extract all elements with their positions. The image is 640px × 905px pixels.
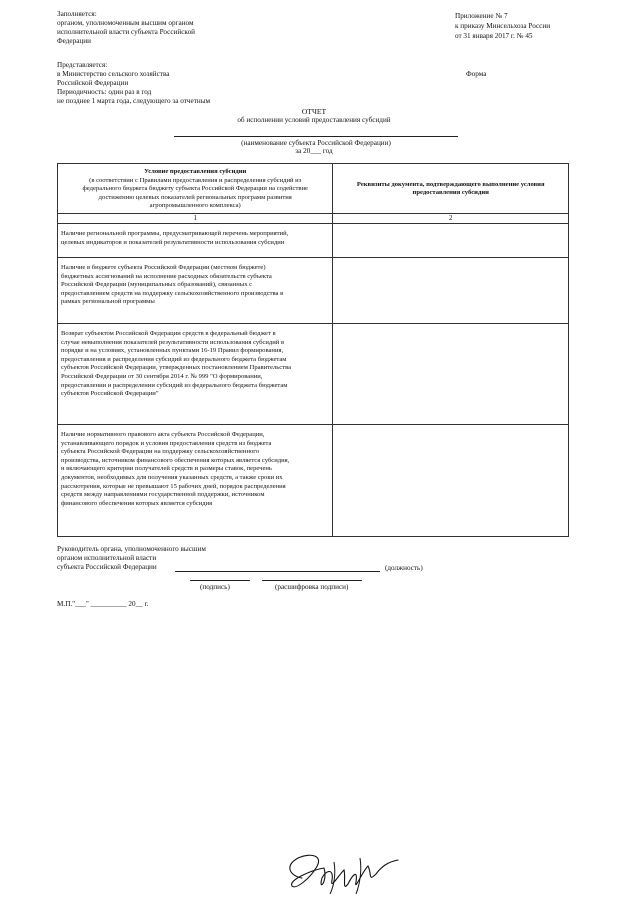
subject-name-line xyxy=(174,136,458,137)
table-row xyxy=(58,223,569,257)
condition-line: финансового обеспечения которых является субсидия xyxy=(61,499,213,507)
condition-line: Российской Федерации от 30 сентября 2014 г. № 999 "О формировании, xyxy=(61,372,263,380)
report-title: ОТЧЕТ xyxy=(301,107,327,116)
table-header-row xyxy=(58,164,569,214)
condition-line: устанавливающего порядок и условия предоставления средств из бюджета xyxy=(61,439,272,447)
signature-caption: (подпись) xyxy=(200,583,230,591)
condition-line: производства, источником финансового обеспечения которых является субсидия, xyxy=(61,456,290,464)
condition-line: субъектов Российской Федерации" xyxy=(61,390,159,398)
subject-name-caption: (наименование субъекта Российской Федерации) xyxy=(241,139,391,147)
submit-line: Периодичность: один раз в год xyxy=(57,88,152,96)
document-cell[interactable] xyxy=(333,257,569,323)
column-number-row xyxy=(58,213,569,223)
condition-line: рассмотрения, которые не превышают 15 рабочих дней, порядок распределения xyxy=(61,482,286,490)
form-label: Форма xyxy=(466,70,487,78)
fill-by-line: Федерации xyxy=(57,37,91,45)
handwritten-signature xyxy=(272,848,402,898)
condition-line: Наличие региональной программы, предусматривающей перечень мероприятий, xyxy=(61,229,289,237)
condition-cell xyxy=(58,424,333,536)
condition-cell xyxy=(58,257,333,323)
column-number: 1 xyxy=(58,213,333,223)
col1-header-note: агропромышленного комплекса) xyxy=(149,202,241,210)
fill-by-line: органом, уполномоченным высшим органом xyxy=(57,19,194,27)
condition-line: субъекта Российской Федерации на поддержку сельскохозяйственного xyxy=(61,448,260,456)
condition-cell xyxy=(58,223,333,257)
condition-line: целевых индикаторов и показателей результативности использования субсидии xyxy=(61,238,285,246)
condition-line: Наличие в бюджете субъекта Российской Федерации (местном бюджете) xyxy=(61,263,266,271)
condition-line: предоставлении и распределении субсидий из федерального бюджета бюджетам xyxy=(61,381,288,389)
submit-line: в Министерство сельского хозяйства xyxy=(57,70,170,78)
document-cell[interactable] xyxy=(333,223,569,257)
col1-header-note: федерального бюджета бюджету субъекта Российской Федерации на содействие xyxy=(82,185,308,193)
position-line[interactable] xyxy=(175,571,380,572)
submit-line: Представляется: xyxy=(57,61,108,69)
submit-line: Российской Федерации xyxy=(57,79,129,87)
condition-line: порядке и на условиях, установленных пунктами 16-19 Правил формирования, xyxy=(61,347,284,355)
condition-line: средств между направлениями государственной поддержки, источником xyxy=(61,491,265,499)
report-subtitle: об исполнении условий предоставления субсидий xyxy=(237,116,391,124)
col2-header xyxy=(333,164,569,214)
condition-line: предоставлением средств на поддержку сельскохозяйственного производства в xyxy=(61,289,284,297)
signature-decode-caption: (расшифровка подписи) xyxy=(275,583,349,591)
condition-line: бюджетных ассигнований на исполнение расходных обязательств субъекта xyxy=(61,272,272,280)
table-row xyxy=(58,323,569,424)
fill-by-line: Заполняется: xyxy=(57,10,97,18)
head-title-line: органом исполнительной власти xyxy=(57,554,157,562)
head-title-line: Руководитель органа, уполномоченного высшим xyxy=(57,545,206,553)
condition-line: документов, необходимых для получения указанных средств, а также сроки их xyxy=(61,473,283,481)
column-number: 2 xyxy=(333,213,569,223)
report-year: за 20___ год xyxy=(295,147,333,155)
condition-line: случае невыполнения показателей результативности использования субсидий в xyxy=(61,338,285,346)
col1-header xyxy=(58,164,333,214)
position-caption: (должность) xyxy=(385,564,423,572)
col1-header-note: (в соответствии с Правилами предоставления и распределения субсидий из xyxy=(89,176,302,184)
appendix-line: к приказу Минсельхоза России xyxy=(455,22,551,30)
condition-line: Российской Федерации (муниципальных образований), связанных с xyxy=(61,281,253,289)
document-cell[interactable] xyxy=(333,323,569,424)
signature-decode-line[interactable] xyxy=(262,580,362,581)
col2-header-line: предоставления субсидии xyxy=(412,189,489,197)
col1-header-title: Условие предоставления субсидии xyxy=(144,168,247,175)
condition-line: рамках региональной программы xyxy=(61,298,155,306)
table-row xyxy=(58,257,569,323)
head-title-line: субъекта Российской Федерации xyxy=(57,563,157,571)
stamp-date-line: М.П."___" __________ 20__ г. xyxy=(57,600,149,608)
appendix-line: Приложение № 7 xyxy=(455,12,508,20)
condition-line: субъектов Российской Федерации, утвержденных постановлением Правительства xyxy=(61,364,292,372)
condition-line: Возврат субъектом Российской Федерации средств в федеральный бюджет в xyxy=(61,329,276,337)
submit-line: не позднее 1 марта года, следующего за отчетным xyxy=(57,97,211,105)
condition-line: Наличие нормативного правового акта субъекта Российской Федерации, xyxy=(61,430,265,438)
document-cell[interactable] xyxy=(333,424,569,536)
condition-line: предоставления и распределения субсидий из федерального бюджета бюджетам xyxy=(61,355,287,363)
fill-by-line: исполнительной власти субъекта Российской xyxy=(57,28,196,36)
col1-header-note: достижению целевых показателей региональных программ развития xyxy=(98,193,292,201)
conditions-table xyxy=(57,163,569,537)
col2-header-line: Реквизиты документа, подтверждающего выполнение условия xyxy=(356,180,545,188)
condition-cell xyxy=(58,323,333,424)
appendix-line: от 31 января 2017 г. № 45 xyxy=(455,32,533,40)
signature-line[interactable] xyxy=(190,580,250,581)
condition-line: и включающего критерии получателей средств и размеры ставок, перечень xyxy=(61,465,272,473)
table-row xyxy=(58,424,569,536)
